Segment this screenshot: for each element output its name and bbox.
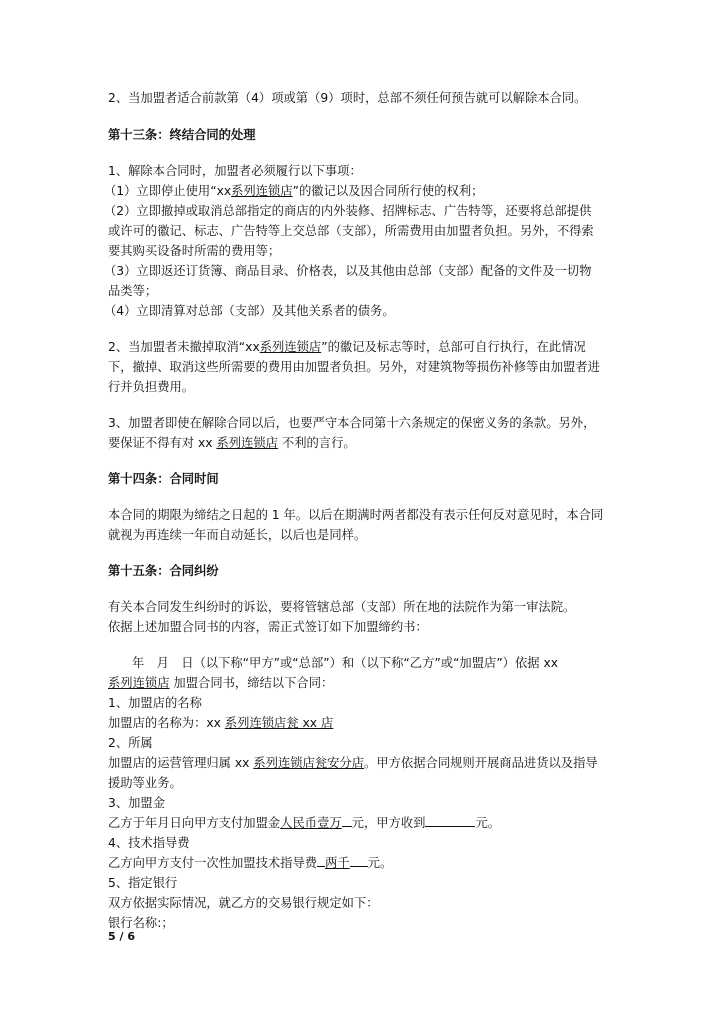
section-2-title: 2、所属	[108, 736, 153, 750]
chain-store-name: 系列连锁店	[259, 340, 322, 354]
chain-store-name: 系列连锁店	[231, 184, 293, 198]
clause13-item-2-line-1: （2）立即撤掉或取消总部指定的商店的内外装修、招牌标志、广告特等，还要将总部提供	[104, 204, 592, 218]
chain-store-name: 系列连锁店	[216, 436, 278, 450]
clause13-item-4: （4）立即清算对总部（支部）及其他关系者的债务。	[104, 304, 395, 318]
store-name-value: 系列连锁店瓮 xx 店	[224, 716, 334, 730]
clause12-paragraph-2: 2、当加盟者适合前款第（4）项或第（9）项时，总部不须任何预告就可以解除本合同。	[108, 91, 587, 105]
clause13-paragraph-2-line-2: 下，撤掉、取消这些所需要的费用由加盟者负担。另外，对建筑物等损伤补修等由加盟者进	[108, 360, 600, 374]
agreement-intro-line-2: 系列连锁店 加盟合同书，缔结以下合同：	[108, 676, 334, 690]
clause14-line-2: 就视为再连续一年而自动延长，以后也是同样。	[108, 528, 367, 542]
agreement-intro-line-1: 年 月 日（以下称“甲方”或“总部”）和（以下称“乙方”或“加盟店”）依据 xx	[132, 656, 559, 670]
section-5-body-line-2: 银行名称:；	[108, 916, 174, 930]
blank-line	[342, 815, 352, 827]
clause13-paragraph-2-line-3: 行并负担费用。	[108, 380, 195, 394]
section-1-body: 加盟店的名称为：xx 系列连锁店瓮 xx 店	[108, 716, 334, 730]
clause13-paragraph-1-intro: 1、解除本合同时，加盟者必须履行以下事项：	[108, 164, 362, 178]
section-5-title: 5、指定银行	[108, 876, 178, 890]
clause13-item-3-line-2: 品类等；	[108, 284, 158, 298]
clause14-line-1: 本合同的期限为缔结之日起的 1 年。以后在期满时两者都没有表示任何反对意见时，本合同	[108, 508, 604, 522]
section-4-title: 4、技术指导费	[108, 836, 190, 850]
clause13-paragraph-3-line-2: 要保证不得有对 xx 系列连锁店 不利的言行。	[108, 436, 356, 450]
clause15-line-1: 有关本合同发生纠纷时的诉讼，要将管辖总部（支部）所在地的法院作为第一审法院。	[108, 600, 576, 614]
clause13-paragraph-3-line-1: 3、加盟者即使在解除合同以后，也要严守本合同第十六条规定的保密义务的条款。另外，	[108, 416, 596, 430]
page-number: 5 / 6	[108, 930, 135, 943]
chain-store-name: 系列连锁店	[108, 676, 170, 690]
blank-line	[350, 855, 368, 867]
section-3-title: 3、加盟金	[108, 796, 166, 810]
clause13-item-2-line-3: 要其购买设备时所需的费用等；	[108, 244, 281, 258]
section-1-title: 1、加盟店的名称	[108, 696, 202, 710]
blank-line	[317, 855, 325, 867]
section-2-body-line-1: 加盟店的运营管理归属 xx 系列连锁店瓮安分店。甲方依据合同规则开展商品进货以及指导	[108, 756, 598, 770]
section-4-body: 乙方向甲方支付一次性加盟技术指导费 两千 元。	[108, 856, 393, 870]
branch-name-value: 系列连锁店瓮安分店	[253, 756, 365, 770]
section-3-body: 乙方于年月日向甲方支付加盟金人民币壹万 元，甲方收到 元。	[108, 816, 501, 830]
clause13-item-2-line-2: 或许可的徽记、标志、广告特等上交总部（支部），所需费用由加盟者负担。另外，不得索	[108, 224, 594, 238]
received-amount-blank	[425, 815, 475, 827]
clause13-item-3-line-1: （3）立即返还订货簿、商品目录、价格表，以及其他由总部（支部）配备的文件及一切物	[104, 264, 592, 278]
franchise-fee-value: 人民币壹万	[280, 816, 342, 830]
clause13-item-1: （1）立即停止使用“xx系列连锁店”的徽记以及因合同所行使的权利；	[104, 184, 484, 198]
clause15-line-2: 依据上述加盟合同书的内容，需正式签订如下加盟缔约书：	[108, 620, 428, 634]
section-2-body-line-2: 援助等业务。	[108, 776, 182, 790]
clause13-heading: 第十三条：终结合同的处理	[108, 128, 256, 142]
guidance-fee-value: 两千	[325, 856, 350, 870]
clause14-heading: 第十四条：合同时间	[108, 472, 219, 486]
clause15-heading: 第十五条：合同纠纷	[108, 564, 219, 578]
clause13-paragraph-2-line-1: 2、当加盟者未撤掉取消“xx系列连锁店”的徽记及标志等时，总部可自行执行，在此情况	[108, 340, 586, 354]
section-5-body-line-1: 双方依据实际情况，就乙方的交易银行规定如下：	[108, 896, 379, 910]
